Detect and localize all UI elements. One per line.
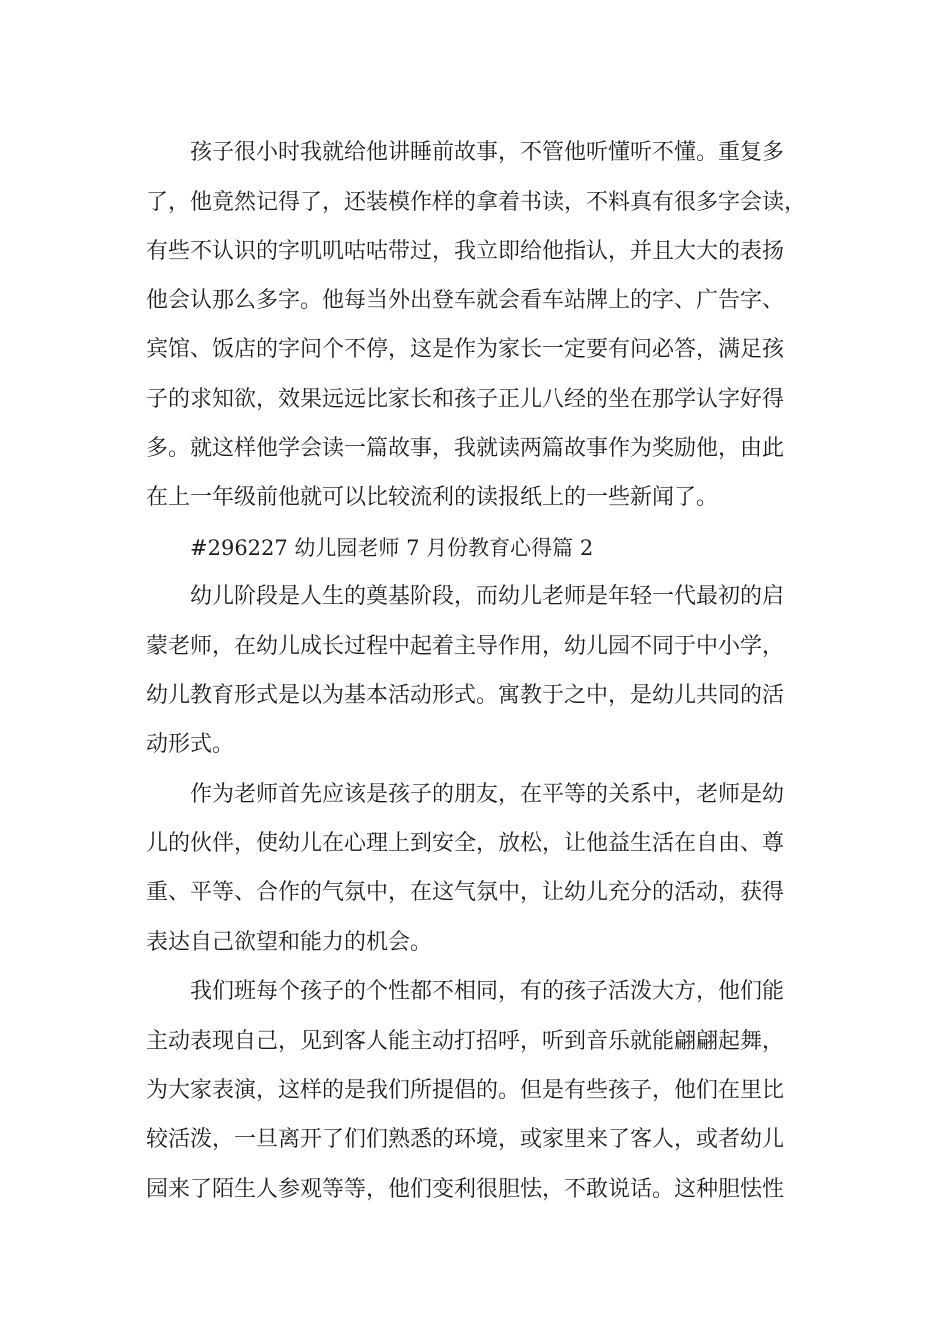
paragraph-4-line-4: 较活泼，一旦离开了们们熟悉的环境，或家里来了客人，或者幼儿 <box>146 1127 785 1152</box>
paragraph-1-line-8: 在上一年级前他就可以比较流利的读报纸上的一些新闻了。 <box>146 485 719 510</box>
paragraph-2-line-1: 幼儿阶段是人生的奠基阶段，而幼儿老师是年轻一代最初的启 <box>190 584 785 609</box>
section-heading: #296227 幼儿园老师 7 月份教育心得篇 2 <box>190 536 594 560</box>
paragraph-3-line-3: 重、平等、合作的气氛中，在这气氛中，让幼儿充分的活动，获得 <box>146 880 785 905</box>
paragraph-4-line-3: 为大家表演，这样的是我们所提倡的。但是有些孩子，他们在里比 <box>146 1078 785 1103</box>
paragraph-3-line-4: 表达自己欲望和能力的机会。 <box>146 930 433 955</box>
paragraph-1-line-1: 孩子很小时我就给他讲睡前故事，不管他听懂听不懂。重复多 <box>190 140 785 165</box>
paragraph-4-line-5: 园来了陌生人参观等等，他们变利很胆怯，不敢说话。这种胆怯性 <box>146 1177 785 1202</box>
paragraph-1-line-6: 子的求知欲，效果远远比家长和孩子正儿八经的坐在那学认字好得 <box>146 387 785 412</box>
paragraph-2-line-4: 动形式。 <box>146 732 235 757</box>
paragraph-3-line-1: 作为老师首先应该是孩子的朋友，在平等的关系中，老师是幼 <box>190 782 785 807</box>
paragraph-1-line-7: 多。就这样他学会读一篇故事，我就读两篇故事作为奖励他，由此 <box>146 436 785 461</box>
paragraph-4-line-1: 我们班每个孩子的个性都不相同，有的孩子活泼大方，他们能 <box>190 979 785 1004</box>
paragraph-1-line-3: 有些不认识的字叽叽咕咕带过，我立即给他指认，并且大大的表扬 <box>146 239 785 264</box>
paragraph-2-line-2: 蒙老师，在幼儿成长过程中起着主导作用，幼儿园不同于中小学， <box>146 634 785 659</box>
paragraph-3-line-2: 儿的伙伴，使幼儿在心理上到安全，放松，让他益生活在自由、尊 <box>146 831 785 856</box>
paragraph-1-line-2: 了，他竟然记得了，还装模作样的拿着书读，不料真有很多字会读， <box>146 190 807 215</box>
paragraph-1-line-4: 他会认那么多字。他每当外出登车就会看车站牌上的字、广告字、 <box>146 288 785 313</box>
paragraph-4-line-2: 主动表现自己，见到客人能主动打招呼，听到音乐就能翩翩起舞， <box>146 1029 785 1054</box>
paragraph-1-line-5: 宾馆、饭店的字问个不停，这是作为家长一定要有问必答，满足孩 <box>146 337 785 362</box>
paragraph-2-line-3: 幼儿教育形式是以为基本活动形式。寓教于之中，是幼儿共同的活 <box>146 683 785 708</box>
